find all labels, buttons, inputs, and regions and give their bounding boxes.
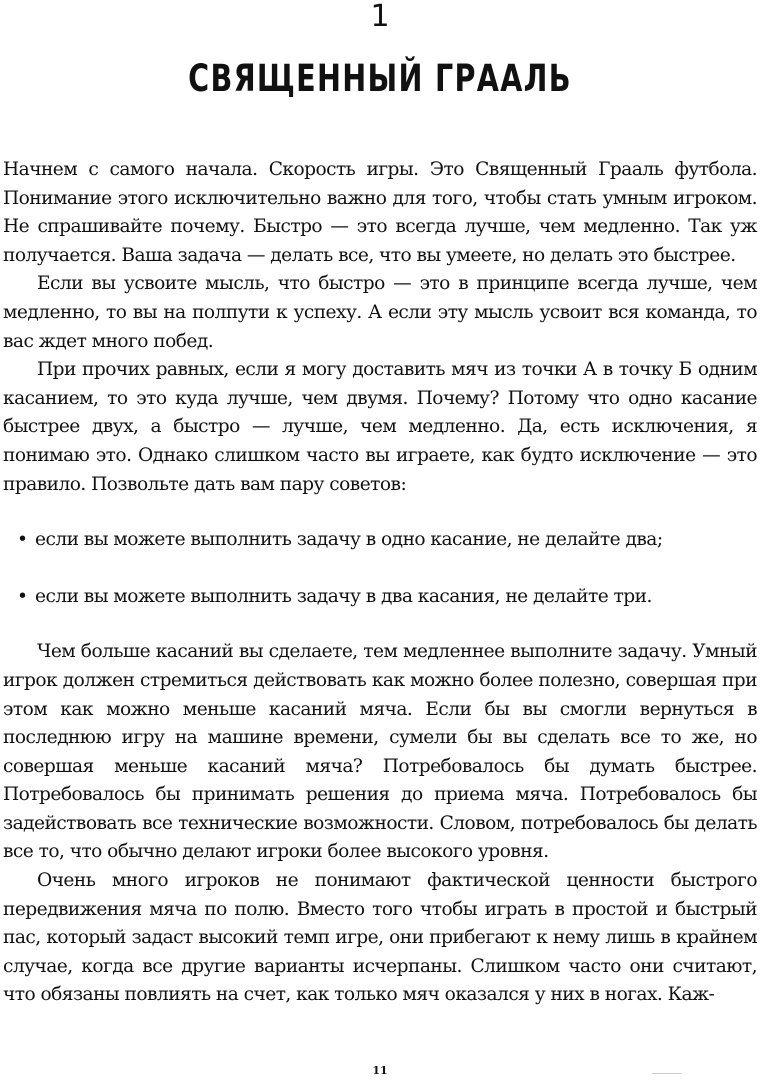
bullet-icon: • xyxy=(17,585,28,607)
list-item xyxy=(3,526,757,555)
chapter-number: 1 xyxy=(370,0,390,34)
list-item xyxy=(3,583,757,612)
list-item-text: если вы можете выполнить задачу в два касания, не делайте три. xyxy=(35,585,652,607)
paragraph-4: Чем больше касаний вы сделаете, тем медленнее выполните задачу. Умный игрок должен стремиться действовать как можно более полезно, совершая при этом как можно меньше касаний мяча. Если бы вы смогли вернуться в последнюю игру на машине времени, сумели бы вы сделать все то же, но совершая меньше касаний мяча? Потребовалось бы думать быстрее. Потребовалось бы принимать решения до приема мяча. Потребовалось бы задействовать все технические возможности. Словом, потребовалось бы делать все то, что обычно делают игроки более высокого уровня. xyxy=(3,641,757,863)
list-item-text: если вы можете выполнить задачу в одно касание, не делайте два; xyxy=(35,529,663,551)
paragraph-5: Очень много игроков не понимают фактической ценности быстрого передвижения мяча по полю. Вместо того чтобы играть в простой и быстрый пас, который задаст высокий темп игре, они прибегают к нему лишь в крайнем случае, когда все другие варианты исчерпаны. Слишком часто они считают, что обязаны повлиять на счет, как только мяч оказался у них в ногах. Каж- xyxy=(3,870,757,1006)
paragraph-1: Начнем с самого начала. Скорость игры. Это Священный Грааль футбола. Понимание этого исключительно важно для того, чтобы стать умным игроком. Не спрашивайте почему. Быстро — это всегда лучше, чем медленно. Так уж получается. Ваша задача — делать все, что вы умеете, но делать это быстрее. xyxy=(3,159,757,266)
page-number: 11 xyxy=(372,1064,388,1077)
bullet-icon: • xyxy=(17,529,28,551)
divider xyxy=(652,1073,682,1074)
paragraph-3: При прочих равных, если я могу доставить мяч из точки А в точку Б одним касанием, то это куда лучше, чем двумя. Почему? Потому что одно касание быстрее двух, а быстро — лучше, чем медленно. Да, есть исключения, я понимаю это. Однако слишком часто вы играете, как будто исключение — это правило. Позвольте дать вам пару советов: xyxy=(3,359,757,495)
chapter-title: СВЯЩЕННЫЙ ГРААЛЬ xyxy=(188,57,572,100)
body-text xyxy=(3,156,757,1010)
advice-list xyxy=(3,526,757,611)
paragraph-2: Если вы усвоите мысль, что быстро — это в принципе всегда лучше, чем медленно, то вы на полпути к успеху. А если эту мысль усвоит вся команда, то вас ждет много побед. xyxy=(3,273,757,352)
